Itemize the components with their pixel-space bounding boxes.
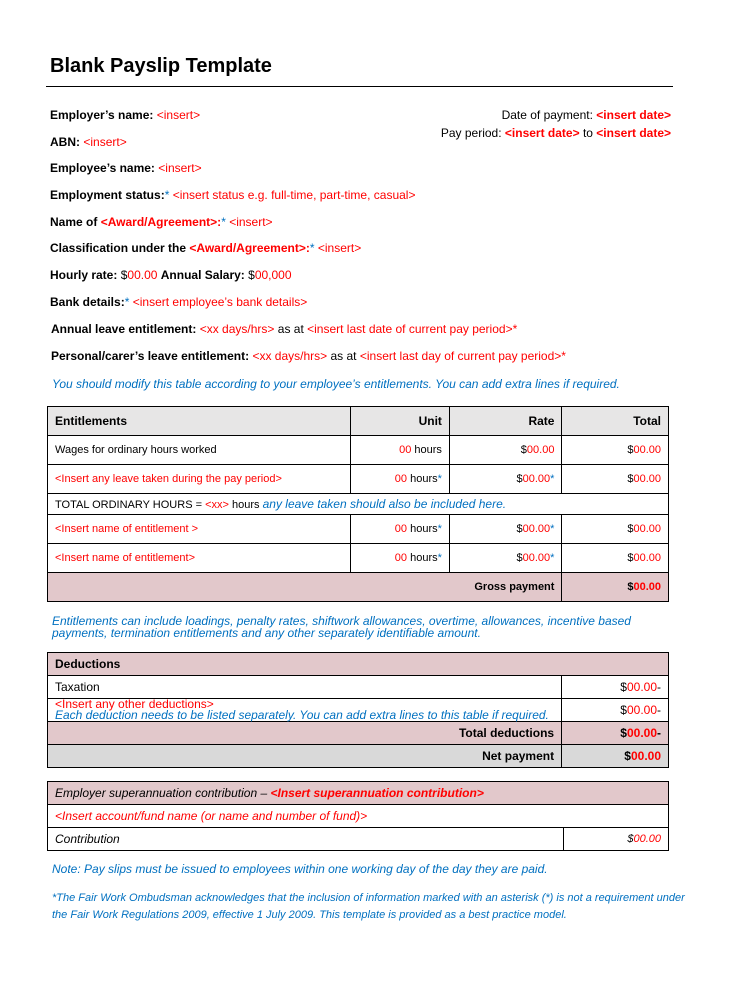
asterisk-marker: * [164, 188, 170, 202]
page-title: Blank Payslip Template [50, 55, 272, 77]
bank-details-value[interactable]: <insert employee’s bank details> [132, 295, 308, 309]
personal-leave-label: Personal/carer’s leave entitlement: [51, 349, 250, 363]
negative-suffix: - [657, 703, 661, 717]
employment-status-line [50, 188, 415, 202]
asterisk-marker: * [221, 215, 226, 229]
currency-symbol: $ [627, 444, 634, 456]
asterisk-marker: * [550, 552, 555, 564]
other-deductions-cell[interactable] [48, 699, 562, 722]
other-deductions-value: 00.00 [626, 703, 657, 717]
table-row [48, 544, 669, 573]
unit-label: hours [410, 473, 438, 485]
currency-symbol: $ [627, 473, 634, 485]
unit-label: hours [410, 523, 438, 535]
asterisk-marker: * [124, 295, 130, 309]
header-unit: Unit [351, 407, 449, 436]
currency-symbol: $ [516, 473, 523, 485]
asterisk-disclaimer [52, 890, 692, 924]
employment-status-value[interactable]: <insert status e.g. full-time, part-time, casual> [172, 188, 416, 202]
annual-leave-line [51, 322, 517, 336]
total-deductions-value: 00.00 [626, 726, 657, 740]
unit-label: hours [414, 444, 442, 456]
table-row [48, 515, 669, 544]
as-at-text: as at [330, 349, 357, 363]
contribution-label: Contribution [48, 828, 564, 851]
gross-payment-cell [562, 573, 669, 602]
date-of-payment-label: Date of payment: [501, 108, 593, 122]
award-name-label: Name of [50, 215, 101, 229]
rate-value: 00.00 [522, 473, 551, 485]
unit-cell[interactable] [351, 465, 449, 494]
asterisk-marker: * [561, 349, 566, 363]
unit-label: hours [410, 552, 438, 564]
currency-symbol: $ [624, 749, 631, 763]
other-deductions-note: Each deduction needs to be listed separately. You can add extra lines to this table if required. [55, 708, 549, 722]
deductions-table [47, 652, 669, 768]
unit-cell[interactable] [351, 544, 449, 573]
employee-name-line [50, 161, 202, 175]
superannuation-value[interactable]: <Insert superannuation contribution> [270, 786, 484, 800]
unit-cell[interactable] [351, 436, 449, 465]
contribution-value: 00.00 [633, 833, 661, 845]
award-name-line [50, 215, 273, 229]
total-deductions-cell [562, 722, 669, 745]
personal-leave-line [51, 349, 566, 363]
superannuation-table [47, 781, 669, 851]
entitlement-name[interactable]: <Insert name of entitlement > [48, 515, 351, 544]
total-deductions-label: Total deductions [48, 722, 562, 745]
table-row [48, 828, 669, 851]
currency-symbol: $ [120, 268, 128, 282]
rate-cell[interactable] [449, 436, 562, 465]
table-row [48, 436, 669, 465]
annual-leave-amount[interactable]: <xx days/hrs> [199, 322, 275, 336]
currency-symbol: $ [248, 268, 255, 282]
unit-value: 00 [394, 552, 408, 564]
unit-value: 00 [394, 473, 408, 485]
net-payment-label: Net payment [48, 745, 562, 768]
net-payment-row [48, 745, 669, 768]
total-cell[interactable] [562, 544, 669, 573]
currency-symbol: $ [516, 523, 523, 535]
annual-salary-value[interactable]: 00,000 [254, 268, 292, 282]
total-cell[interactable] [562, 436, 669, 465]
other-deductions-amount-cell[interactable] [562, 699, 669, 722]
modify-table-note: You should modify this table according to your employee’s entitlements. You can add extra lines if required. [52, 377, 620, 391]
header-rate: Rate [449, 407, 562, 436]
employer-name-label: Employer’s name: [50, 108, 154, 122]
employment-status-label: Employment status: [50, 188, 165, 202]
total-cell[interactable] [562, 515, 669, 544]
hourly-rate-value[interactable]: 00.00 [127, 268, 158, 282]
rate-line [50, 268, 292, 282]
superannuation-header-cell [48, 782, 669, 805]
total-hours-cell[interactable] [48, 494, 669, 515]
entitlement-name[interactable]: <Insert any leave taken during the pay period> [48, 465, 351, 494]
award-name-value[interactable]: <insert> [229, 215, 273, 229]
as-at-text: as at [277, 322, 304, 336]
header-total: Total [562, 407, 669, 436]
award-placeholder[interactable]: <Award/Agreement>: [189, 241, 310, 255]
currency-symbol: $ [627, 523, 634, 535]
bank-details-label: Bank details: [50, 295, 125, 309]
total-cell[interactable] [562, 465, 669, 494]
annual-salary-label: Annual Salary: [160, 268, 245, 282]
pay-period-from[interactable]: <insert date> [504, 126, 580, 140]
asterisk-marker: * [52, 892, 57, 904]
currency-symbol: $ [627, 552, 634, 564]
unit-value: 00 [399, 444, 412, 456]
currency-symbol: $ [627, 833, 634, 845]
total-hours-label: TOTAL ORDINARY HOURS = [55, 499, 203, 511]
taxation-label: Taxation [48, 676, 562, 699]
entitlements-info-note: Entitlements can include loadings, penalty rates, shiftwork allowances, overtime, allowances, incentive based payments, termination entitlements and any other separately identifiable amount. [52, 614, 631, 640]
gross-payment-row [48, 573, 669, 602]
pay-period-to-label: to [582, 126, 593, 140]
deductions-header-row [48, 653, 669, 676]
personal-leave-amount[interactable]: <xx days/hrs> [252, 349, 328, 363]
asterisk-marker: * [437, 473, 442, 485]
rate-value: 00.00 [522, 552, 551, 564]
date-of-payment-line [502, 108, 671, 122]
entitlements-table [47, 406, 669, 602]
total-value: 00.00 [633, 552, 661, 564]
superannuation-header-row [48, 782, 669, 805]
classification-value[interactable]: <insert> [317, 241, 362, 255]
table-row [48, 805, 669, 828]
table-row [48, 676, 669, 699]
abn-line [50, 135, 127, 149]
currency-symbol: $ [627, 581, 634, 593]
asterisk-marker: * [550, 523, 555, 535]
currency-symbol: $ [520, 444, 527, 456]
asterisk-marker: * [437, 523, 442, 535]
currency-symbol: $ [620, 680, 627, 694]
entitlement-name[interactable]: <Insert name of entitlement> [48, 544, 351, 573]
header-entitlements: Entitlements [48, 407, 351, 436]
asterisk-marker: * [437, 552, 442, 564]
rate-value: 00.00 [522, 523, 551, 535]
total-value: 00.00 [633, 444, 661, 456]
classification-line [50, 241, 361, 255]
hourly-rate-label: Hourly rate: [50, 268, 118, 282]
entitlements-header-row [48, 407, 669, 436]
deductions-header: Deductions [48, 653, 669, 676]
net-payment-cell [562, 745, 669, 768]
table-row [48, 699, 669, 722]
total-value: 00.00 [633, 523, 661, 535]
bank-details-line [50, 295, 307, 309]
superannuation-header: Employer superannuation contribution – [55, 786, 268, 800]
unit-value: 00 [394, 523, 408, 535]
pay-period-label: Pay period: [440, 126, 502, 140]
negative-suffix: - [657, 680, 661, 694]
employer-name-value[interactable]: <insert> [156, 108, 201, 122]
total-hours-row [48, 494, 669, 515]
unit-cell[interactable] [351, 515, 449, 544]
personal-leave-date[interactable]: <insert last day of current pay period> [359, 349, 562, 363]
entitlement-name[interactable]: Wages for ordinary hours worked [48, 436, 351, 465]
gross-payment-value: 00.00 [633, 581, 661, 593]
taxation-value: 00.00 [626, 680, 657, 694]
employee-name-label: Employee’s name: [50, 161, 155, 175]
abn-value[interactable]: <insert> [83, 135, 127, 149]
asterisk-marker: * [550, 473, 555, 485]
total-hours-note: any leave taken should also be included here. [262, 497, 507, 511]
annual-leave-date[interactable]: <insert last date of current pay period> [307, 322, 513, 336]
fund-name[interactable]: <Insert account/fund name (or name and number of fund)> [48, 805, 669, 828]
annual-leave-label: Annual leave entitlement: [51, 322, 197, 336]
currency-symbol: $ [620, 726, 627, 740]
total-hours-unit: hours [232, 499, 260, 511]
classification-label: Classification under the [50, 241, 190, 255]
total-hours-value: <xx> [205, 499, 229, 511]
abn-label: ABN: [50, 135, 80, 149]
taxation-cell[interactable] [562, 676, 669, 699]
total-deductions-row [48, 722, 669, 745]
date-of-payment-value[interactable]: <insert date> [596, 108, 671, 122]
payslip-timing-note: Note: Pay slips must be issued to employees within one working day of the day they are paid. [52, 862, 548, 876]
rate-cell[interactable] [449, 515, 562, 544]
asterisk-marker: * [309, 241, 315, 255]
rate-cell[interactable] [449, 544, 562, 573]
total-value: 00.00 [633, 473, 661, 485]
rate-value: 00.00 [526, 444, 555, 456]
table-row [48, 465, 669, 494]
employee-name-value[interactable]: <insert> [158, 161, 202, 175]
currency-symbol: $ [620, 703, 627, 717]
asterisk-marker: * [512, 322, 518, 336]
negative-suffix: - [657, 726, 661, 740]
asterisk-disclaimer-text: The Fair Work Ombudsman acknowledges that the inclusion of information marked with an asterisk (*) is not a requirement under the Fair Work Regulations 2009, effective 1 July 2009. This template is provided as a best practice model. [52, 892, 685, 921]
contribution-cell[interactable] [564, 828, 669, 851]
currency-symbol: $ [516, 552, 523, 564]
gross-payment-label: Gross payment [48, 573, 562, 602]
rate-cell[interactable] [449, 465, 562, 494]
employer-name-line [50, 108, 200, 122]
pay-period-line [441, 126, 671, 140]
net-payment-value: 00.00 [630, 749, 661, 763]
pay-period-to[interactable]: <insert date> [596, 126, 671, 140]
other-deductions-label: <Insert any other deductions> [55, 697, 214, 711]
award-placeholder[interactable]: <Award/Agreement>: [100, 215, 222, 229]
title-divider [46, 86, 673, 87]
